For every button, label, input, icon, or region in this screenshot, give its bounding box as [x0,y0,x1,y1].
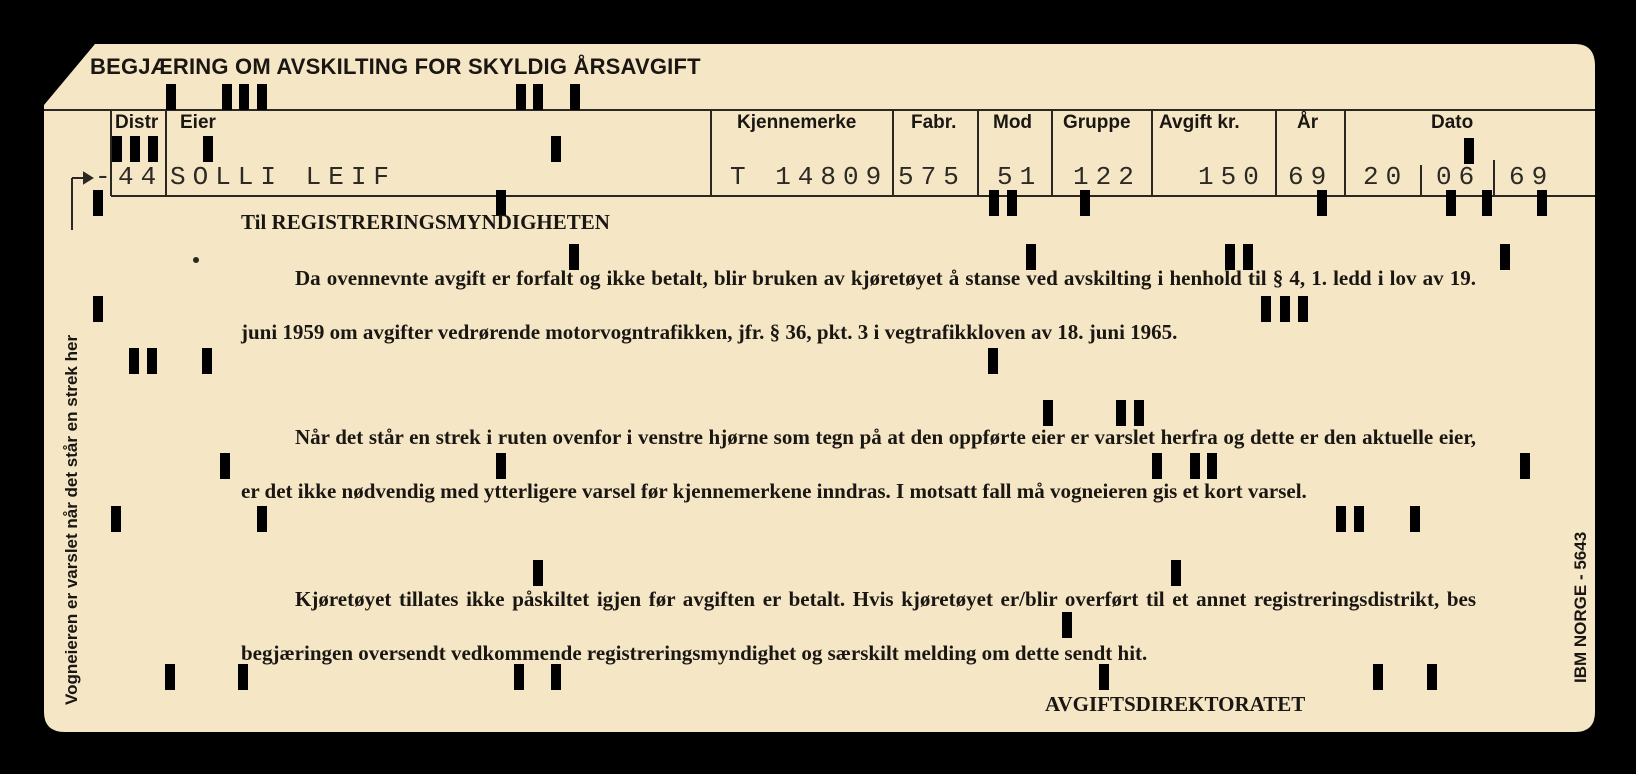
punch-hole [93,296,103,322]
value-gruppe: 122 [1073,162,1141,192]
punch-hole [148,136,158,162]
punch-hole [203,136,213,162]
punch-hole [1537,190,1547,216]
paragraph-3: Kjøretøyet tillates ikke påskiltet igjen før avgiften er betalt. Hvis kjøretøyet er/blir overført til et annet registreringsdistrikt, bes begjæringen oversendt vedkommende registreringsmyndighet og særskilt melding om dette sendt hit. [241,587,1476,665]
punch-hole [1500,244,1510,270]
value-marker: - [95,162,118,192]
value-mod: 51 [997,162,1043,192]
punch-hole [1007,190,1017,216]
punch-hole [239,84,249,110]
punch-hole [165,664,175,690]
form-id: IBM NORGE - 5643 [1571,531,1590,683]
field-label-eier: Eier [180,112,216,133]
punch-hole [111,506,121,532]
value-dato-day: 20 [1363,162,1409,192]
value-dato-month: 06 [1436,162,1482,192]
punch-hole [202,348,212,374]
punch-hole [166,84,176,110]
punch-hole [551,136,561,162]
value-distr: 44 [118,162,164,192]
punch-hole [1464,138,1474,164]
value-dato-year: 69 [1509,162,1555,192]
field-label-ar: År [1297,112,1319,133]
field-label-avgift: Avgift kr. [1159,112,1240,133]
field-label-gruppe: Gruppe [1063,112,1131,133]
punch-hole [257,84,267,110]
punch-hole [129,348,139,374]
field-label-fabr: Fabr. [911,112,957,133]
paragraph-1: Da ovennevnte avgift er forfalt og ikke betalt, blir bruken av kjøretøyet å stanse ved avskilting i henhold til § 4, 1. ledd i lov av 19. juni 1959 om avgifter vedrørende motorvogntrafikken, jfr. § 36, pkt. 3 i vegtrafikkloven av 18. juni 1965. [241,266,1476,344]
side-note: Vogneieren er varslet når det står en strek her [62,334,81,705]
punch-hole [1080,190,1090,216]
value-avgift: 150 [1198,162,1266,192]
punch-hole [1317,190,1327,216]
punch-hole [516,84,526,110]
punch-hole [1520,453,1530,479]
punch-hole [147,348,157,374]
punch-hole [93,190,103,216]
punch-hole [1446,190,1456,216]
field-label-dato: Dato [1431,112,1474,133]
field-label-kjennemerke: Kjennemerke [737,112,857,133]
value-kjennemerke: T 14809 [730,162,889,192]
punch-hole [533,84,543,110]
value-ar: 69 [1288,162,1334,192]
paragraph-2: Når det står en strek i ruten ovenfor i venstre hjørne som tegn på at den oppførte eier er varslet herfra og dette er den aktuelle eier, er det ikke nødvendig med ytterligere varsel før kjennemerkene inndras. I motsatt fall må vogneieren gis et kort varsel. [241,425,1476,503]
field-label-distr: Distr [115,112,159,133]
field-label-mod: Mod [993,112,1033,133]
value-fabr: 575 [898,162,966,192]
signature: AVGIFTSDIREKTORATET [1045,692,1306,716]
punch-hole [220,453,230,479]
recipient-heading: Til REGISTRERINGSMYNDIGHETEN [241,210,610,234]
punch-hole [112,136,122,162]
punch-hole [222,84,232,110]
card-title: BEGJÆRING OM AVSKILTING FOR SKYLDIG ÅRSAVGIFT [90,54,701,79]
value-eier: SOLLI LEIF [170,162,397,192]
ink-spot [193,257,199,263]
punch-hole [1482,190,1492,216]
punch-hole [989,190,999,216]
punch-hole [130,136,140,162]
punch-hole [570,84,580,110]
